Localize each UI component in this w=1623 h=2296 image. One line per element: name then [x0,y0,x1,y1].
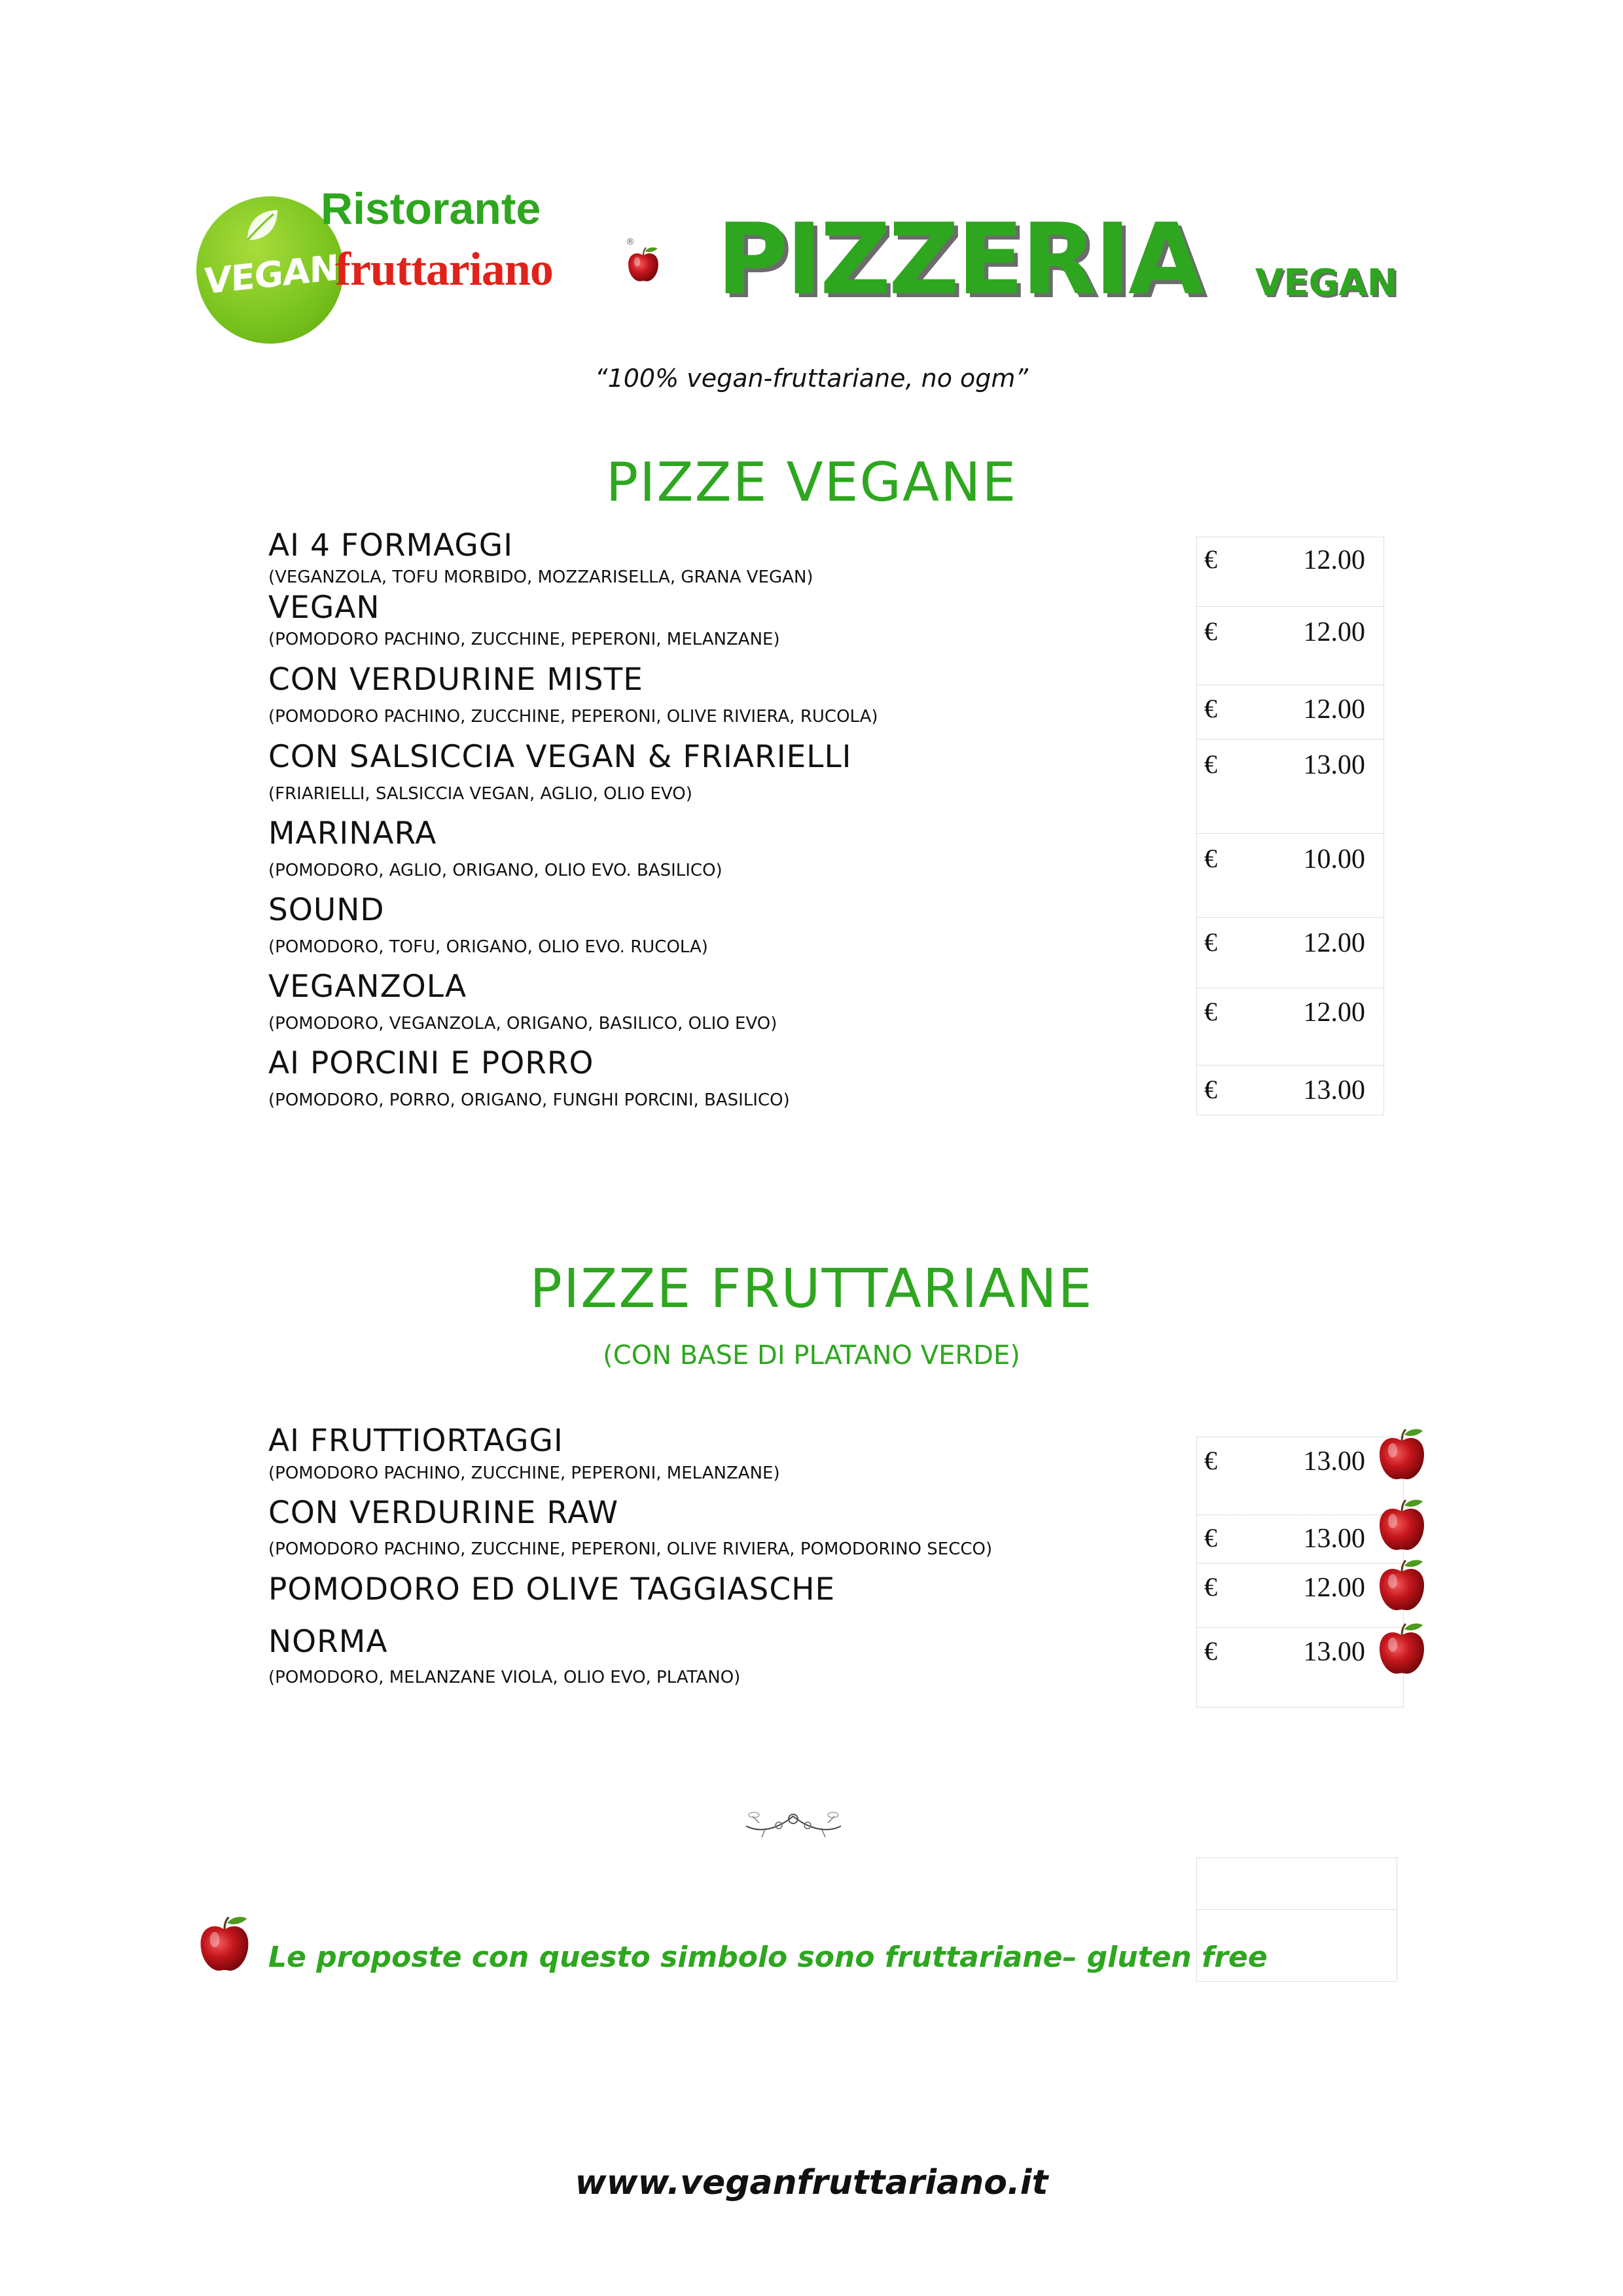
price: 12.00 [1303,928,1365,958]
price: 13.00 [1303,1524,1365,1554]
euro-symbol: € [1204,617,1217,646]
menu-item-name: MARINARA [268,816,437,852]
price: 12.00 [1303,694,1365,725]
price: 12.00 [1303,617,1365,647]
menu-item-desc: (POMODORO PACHINO, ZUCCHINE, PEPERONI, MELANZANE) [268,1463,780,1483]
euro-symbol: € [1204,1523,1217,1552]
apple-icon [1376,1558,1428,1613]
euro-symbol: € [1204,927,1217,957]
euro-symbol: € [1204,694,1217,723]
euro-symbol: € [1204,997,1217,1026]
price: 12.00 [1303,1573,1365,1603]
price: 13.00 [1303,1446,1365,1477]
menu-item-name: AI PORCINI E PORRO [268,1045,594,1081]
floral-ornament-icon [740,1797,847,1849]
menu-item-desc: (POMODORO, PORRO, ORIGANO, FUNGHI PORCINI, BASILICO) [268,1090,790,1110]
section-subtitle: (CON BASE DI PLATANO VERDE) [603,1340,1020,1371]
logo-vegan-text: VEGAN [204,247,338,302]
price: 10.00 [1303,844,1365,874]
menu-item-name: NORMA [268,1624,388,1660]
menu-item-name: AI FRUTTIORTAGGI [268,1423,563,1459]
euro-symbol: € [1204,1572,1217,1602]
leaf-icon [242,206,281,245]
euro-symbol: € [1204,844,1217,873]
price: 13.00 [1303,1637,1365,1667]
price: 12.00 [1303,997,1365,1028]
logo-fruttariano-text: fruttariano [335,243,553,295]
menu-item-name: AI 4 FORMAGGI [268,528,514,564]
menu-item-desc: (VEGANZOLA, TOFU MORBIDO, MOZZARISELLA, GRANA VEGAN) [268,567,813,587]
euro-symbol: € [1204,1636,1217,1666]
menu-item-desc: (FRIARIELLI, SALSICCIA VEGAN, AGLIO, OLIO EVO) [268,784,692,804]
apple-icon [1376,1427,1428,1482]
legend-text: Le proposte con questo simbolo sono fruttariane– gluten free [268,1941,1268,1974]
euro-symbol: € [1204,1446,1217,1475]
section-title-vegane: PIZZE VEGANE [605,452,1018,514]
menu-item-name: CON VERDURINE RAW [268,1495,619,1531]
page-title-sub: VEGAN [1255,262,1398,304]
price: 13.00 [1303,1075,1365,1105]
menu-item-name: VEGANZOLA [268,969,467,1005]
menu-item-name: CON VERDURINE MISTE [268,662,643,698]
menu-item-name: POMODORO ED OLIVE TAGGIASCHE [268,1571,836,1607]
apple-icon [1376,1498,1428,1552]
menu-item-desc: (POMODORO PACHINO, ZUCCHINE, PEPERONI, OLIVE RIVIERA, RUCOLA) [268,707,878,726]
apple-icon [1376,1621,1428,1676]
tagline: “100% vegan-fruttariane, no ogm” [594,364,1029,393]
logo-ristorante-text: Ristorante [321,184,541,234]
website-url: www.veganfruttariano.it [575,2163,1048,2202]
menu-item-desc: (POMODORO, MELANZANE VIOLA, OLIO EVO, PLATANO) [268,1668,741,1687]
euro-symbol: € [1204,749,1217,779]
menu-item-desc: (POMODORO, VEGANZOLA, ORIGANO, BASILICO, OLIO EVO) [268,1014,777,1033]
menu-item-name: VEGAN [268,590,380,626]
menu-item-desc: (POMODORO PACHINO, ZUCCHINE, PEPERONI, OLIVE RIVIERA, POMODORINO SECCO) [268,1539,993,1559]
price: 12.00 [1303,545,1365,575]
logo-apple-icon [626,245,661,284]
page-title: PIZZERIA [717,203,1202,317]
price: 13.00 [1303,750,1365,780]
menu-item-desc: (POMODORO, AGLIO, ORIGANO, OLIO EVO. BASILICO) [268,861,722,880]
price-column [1196,1437,1404,1708]
menu-item-name: CON SALSICCIA VEGAN & FRIARIELLI [268,739,852,775]
menu-item-desc: (POMODORO, TOFU, ORIGANO, OLIO EVO. RUCOLA) [268,937,708,957]
section-title-fruttariane: PIZZE FRUTTARIANE [529,1258,1094,1320]
euro-symbol: € [1204,1075,1217,1104]
registered-mark: ® [626,237,635,247]
menu-item-desc: (POMODORO PACHINO, ZUCCHINE, PEPERONI, MELANZANE) [268,630,780,649]
restaurant-logo [190,177,648,347]
euro-symbol: € [1204,545,1217,574]
menu-item-name: SOUND [268,892,385,928]
apple-icon [196,1914,253,1973]
